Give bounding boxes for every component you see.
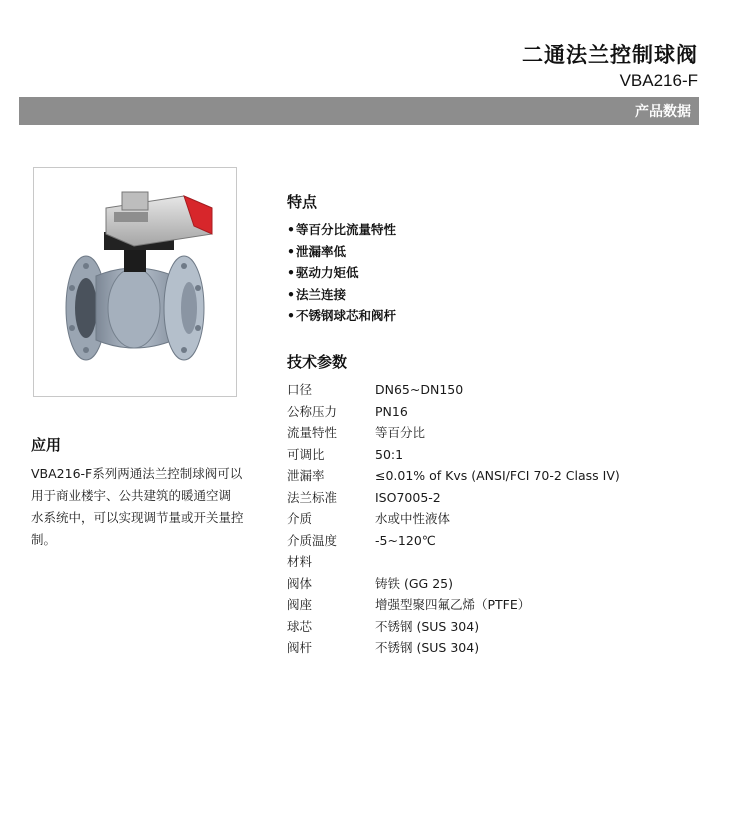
- bullet-icon: •: [287, 222, 295, 237]
- table-row: [287, 509, 620, 531]
- table-row: [287, 380, 620, 402]
- spec-key: 公称压力: [287, 403, 338, 419]
- product-title: 二通法兰控制球阀: [522, 43, 698, 67]
- spec-value: 增强型聚四氟乙烯（PTFE）: [375, 597, 531, 612]
- spec-value: 水或中性液体: [375, 511, 451, 526]
- spec-value: ISO7005-2: [375, 489, 441, 505]
- table-row: [287, 595, 620, 617]
- spec-value: 等百分比: [375, 425, 426, 440]
- table-row: [287, 466, 620, 488]
- spec-key: 阀体: [287, 575, 313, 591]
- spec-key: 流量特性: [287, 425, 338, 440]
- table-row: [287, 488, 620, 510]
- spec-value: 50:1: [375, 446, 404, 462]
- spec-key: 可调比: [287, 446, 325, 462]
- list-item: •泄漏率低: [287, 243, 347, 259]
- spec-value: 铸铁 (GG 25): [375, 575, 453, 591]
- table-row: [287, 574, 620, 596]
- list-item: •驱动力矩低: [287, 265, 359, 280]
- product-model: VBA216-F: [619, 71, 698, 90]
- features-heading: 特点: [287, 193, 318, 211]
- table-row: [287, 423, 620, 445]
- title-block: [522, 40, 698, 92]
- application-line: 制。: [31, 532, 57, 547]
- band-label: 产品数据: [635, 104, 691, 120]
- bullet-icon: •: [287, 308, 295, 323]
- table-row: [287, 617, 620, 639]
- application-line: 用于商业楼宇、公共建筑的暖通空调: [31, 488, 232, 503]
- table-row: [287, 638, 620, 660]
- spec-key: 介质温度: [287, 532, 338, 548]
- section-band: [19, 97, 699, 125]
- application-heading: 应用: [31, 436, 62, 454]
- list-item: •不锈钢球芯和阀杆: [287, 308, 397, 323]
- spec-key: 阀杆: [287, 640, 313, 655]
- spec-value: ≤0.01% of Kvs (ANSI/FCI 70-2 Class IV): [375, 468, 620, 483]
- table-row: [287, 531, 620, 553]
- list-item: •法兰连接: [287, 286, 347, 302]
- spec-value: -5~120℃: [375, 532, 436, 548]
- application-text: [31, 463, 246, 551]
- spec-value: PN16: [375, 403, 408, 419]
- list-item: •等百分比流量特性: [287, 222, 397, 237]
- spec-key: 法兰标准: [287, 489, 338, 505]
- spec-value: 不锈钢 (SUS 304): [375, 618, 480, 634]
- table-row: [287, 552, 620, 574]
- table-row: [287, 402, 620, 424]
- spec-key: 泄漏率: [287, 468, 325, 483]
- specs-table: [287, 380, 620, 660]
- application-line: 水系统中，可以实现调节量或开关量控: [31, 510, 244, 525]
- spec-key: 球芯: [287, 618, 313, 634]
- features-list: [287, 220, 396, 328]
- spec-value: DN65~DN150: [375, 382, 464, 397]
- valve-illustration: [34, 168, 236, 396]
- spec-key: 阀座: [287, 597, 313, 612]
- spec-key: 介质: [287, 511, 313, 526]
- bullet-icon: •: [287, 286, 295, 302]
- spec-key: 口径: [287, 382, 313, 397]
- bullet-icon: •: [287, 243, 295, 259]
- spec-value: 不锈钢 (SUS 304): [375, 640, 480, 655]
- specs-heading: 技术参数: [287, 353, 348, 371]
- bullet-icon: •: [287, 265, 295, 280]
- application-line: VBA216-F系列两通法兰控制球阀可以: [31, 466, 243, 481]
- product-photo: [33, 167, 237, 397]
- table-row: [287, 445, 620, 467]
- spec-key: 材料: [287, 554, 313, 569]
